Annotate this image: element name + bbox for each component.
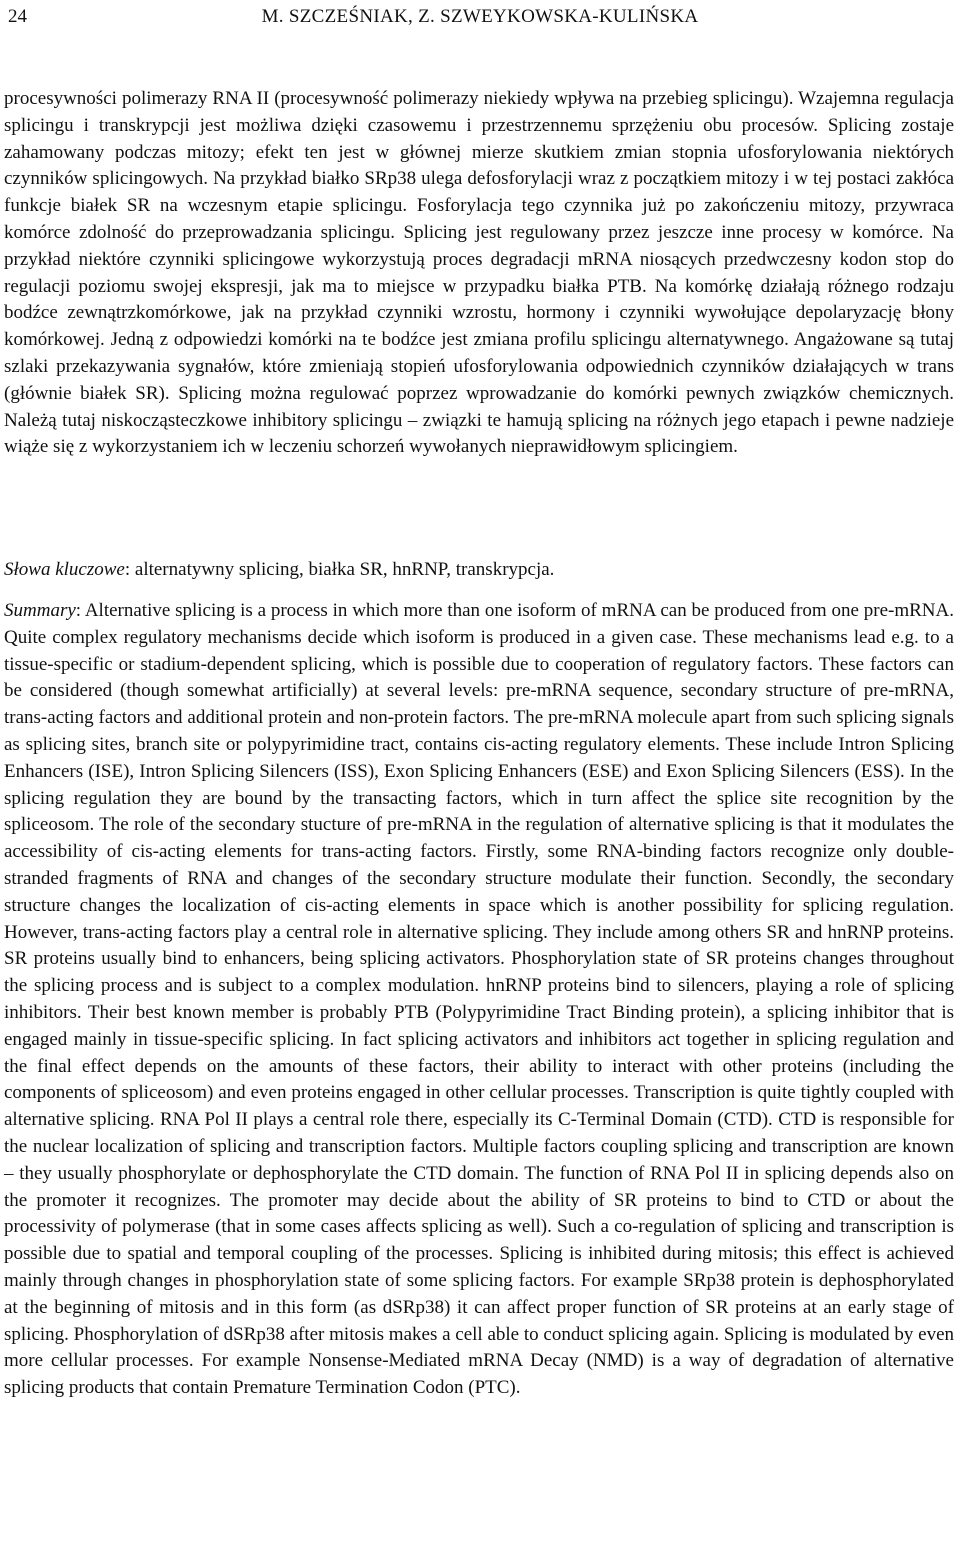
running-head: M. SZCZEŚNIAK, Z. SZWEYKOWSKA-KULIŃSKA xyxy=(261,6,699,27)
keywords-paragraph xyxy=(4,557,954,584)
page-header xyxy=(0,2,960,32)
summary-label: Summary xyxy=(4,600,76,621)
polish-body-paragraph: procesywności polimerazy RNA II (procesywność polimerazy niekiedy wpływa na przebieg splicingu). Wzajemna regulacja splicingu i transkrypcji jest możliwa dzięki czasowemu i przestrzennemu sprzężeniu obu procesów. Splicing zostaje zahamowany podczas mitozy; efekt ten jest w głównej mierze skutkiem zmian stopnia ufosforylowania niektórych czynników splicingowych. Na przykład białko SRp38 ulega defosforylacji wraz z początkiem mitozy i w tej postaci zakłóca funkcje białek SR na wczesnym etapie splicingu. Fosforylacja tego czynnika już po zakończeniu mitozy, przywraca komórce zdolność do przeprowadzania splicingu. Splicing jest regulowany przez jeszcze inne procesy w komórce. Na przykład niektóre czynniki splicingowe wykorzystują proces degradacji mRNA niosących przedwczesny kodon stop do regulacji poziomu swojej ekspresji, jak ma to miejsce w przypadku białka PTB. Na komórkę działają różnego rodzaju bodźce zewnątrzkomórkowe, jak na przykład czynniki wzrostu, hormony i czynniki wywołujące depolaryzację błony komórkowej. Jedną z odpowiedzi komórki na te bodźce jest zmiana profilu splicingu alternatywnego. Angażowane są tutaj szlaki przekazywania sygnałów, które zmieniają stopień ufosforylowania odpowiednich czynników działających w trans (głównie białek SR). Splicing można regulować poprzez wprowadzanie do komórki pewnych związków chemicznych. Należą tutaj niskocząsteczkowe inhibitory splicingu – związki te hamują splicing na różnych jego etapach i pewne nadzieje wiąże się z wykorzystaniem ich w leczeniu schorzeń wywołanych nieprawidłowym splicingiem. xyxy=(4,88,954,458)
summary-paragraph xyxy=(4,598,954,1402)
keywords-label: Słowa kluczowe xyxy=(4,559,125,580)
summary-text: : Alternative splicing is a process in which more than one isoform of mRNA can be produced from one pre-mRNA. Quite complex regulatory mechanisms decide which isoform is produced in a given case. These mechanisms lead e.g. to a tissue-specific or stadium-dependent splicing, which is possible due to cooperation of regulatory factors. These factors can be considered (though somewhat artificially) at several levels: pre-mRNA sequence, secondary structure of pre-mRNA, trans-acting factors and additional protein and non-protein factors. The pre-mRNA molecule apart from such splicing signals as splicing sites, branch site or polypyrimidine tract, contains cis-acting regulatory elements. These include Intron Splicing Enhancers (ISE), Intron Splicing Silencers (ISS), Exon Splicing Enhancers (ESE) and Exon Splicing Silencers (ESS). In the splicing regulation they are bound by the transacting factors, which in turn affect the splice site recognition by the spliceosom. The role of the secondary stucture of pre-mRNA in the regulation of alternative splicing is that it modulates the accessibility of cis-acting elements for trans-acting factors. Firstly, some RNA-binding factors recognize only double-stranded fragments of RNA and changes of the secondary structure modulate their function. Secondly, the secondary structure changes the localization of cis-acting elements in space which is another possibility for splicing regulation. However, trans-acting factors play a central role in alternative splicing. They include among others SR and hnRNP proteins. SR proteins usually bind to enhancers, being splicing activators. Phosphorylation state of SR proteins changes throughout the splicing process and is subject to a complex modulation. hnRNP proteins bind to silencers, playing a role of splicing inhibitors. Their best known member is probably PTB (Polypyrimidine Tract Binding protein), a splicing inhibitor that is engaged mainly in tissue-specific splicing. In fact splicing activators and inhibitors act together in splicing regulation and the final effect depends on the amounts of these factors, their ability to interact with other proteins (including the components of spliceosom) and even proteins engaged in other cellular processes. Transcription is quite tightly coupled with alternative splicing. RNA Pol II plays a central role there, especially its C-Terminal Domain (CTD). CTD is responsible for the nuclear localization of splicing and transcription factors. Multiple factors coupling splicing and transcription are known – they usually phosphorylate or dephosphorylate the CTD domain. The function of RNA Pol II in splicing depends also on the promoter it recognizes. The promoter may decide about the ability of SR proteins to bind to CTD or about the processivity of polymerase (that in some cases affects splicing as well). Such a co-regulation of splicing and transcription is possible due to spatial and temporal coupling of the processes. Splicing is inhibited during mitosis; this effect is achieved mainly through changes in phosphorylation state of some splicing factors. For example SRp38 protein is dephosphorylated at the beginning of mitosis and in this form (as dSRp38) it can affect proper function of SR proteins at an early stage of splicing. Phosphorylation of dSRp38 after mitosis makes a cell able to conduct splicing again. Splicing is modulated by even more cellular processes. For example Nonsense-Mediated mRNA Decay (NMD) is a way of degradation of alternative splicing products that contain Premature Termination Codon (PTC). xyxy=(4,600,954,1399)
page-number: 24 xyxy=(8,6,27,27)
keywords-text: : alternatywny splicing, białka SR, hnRNP, transkrypcja. xyxy=(124,559,555,580)
